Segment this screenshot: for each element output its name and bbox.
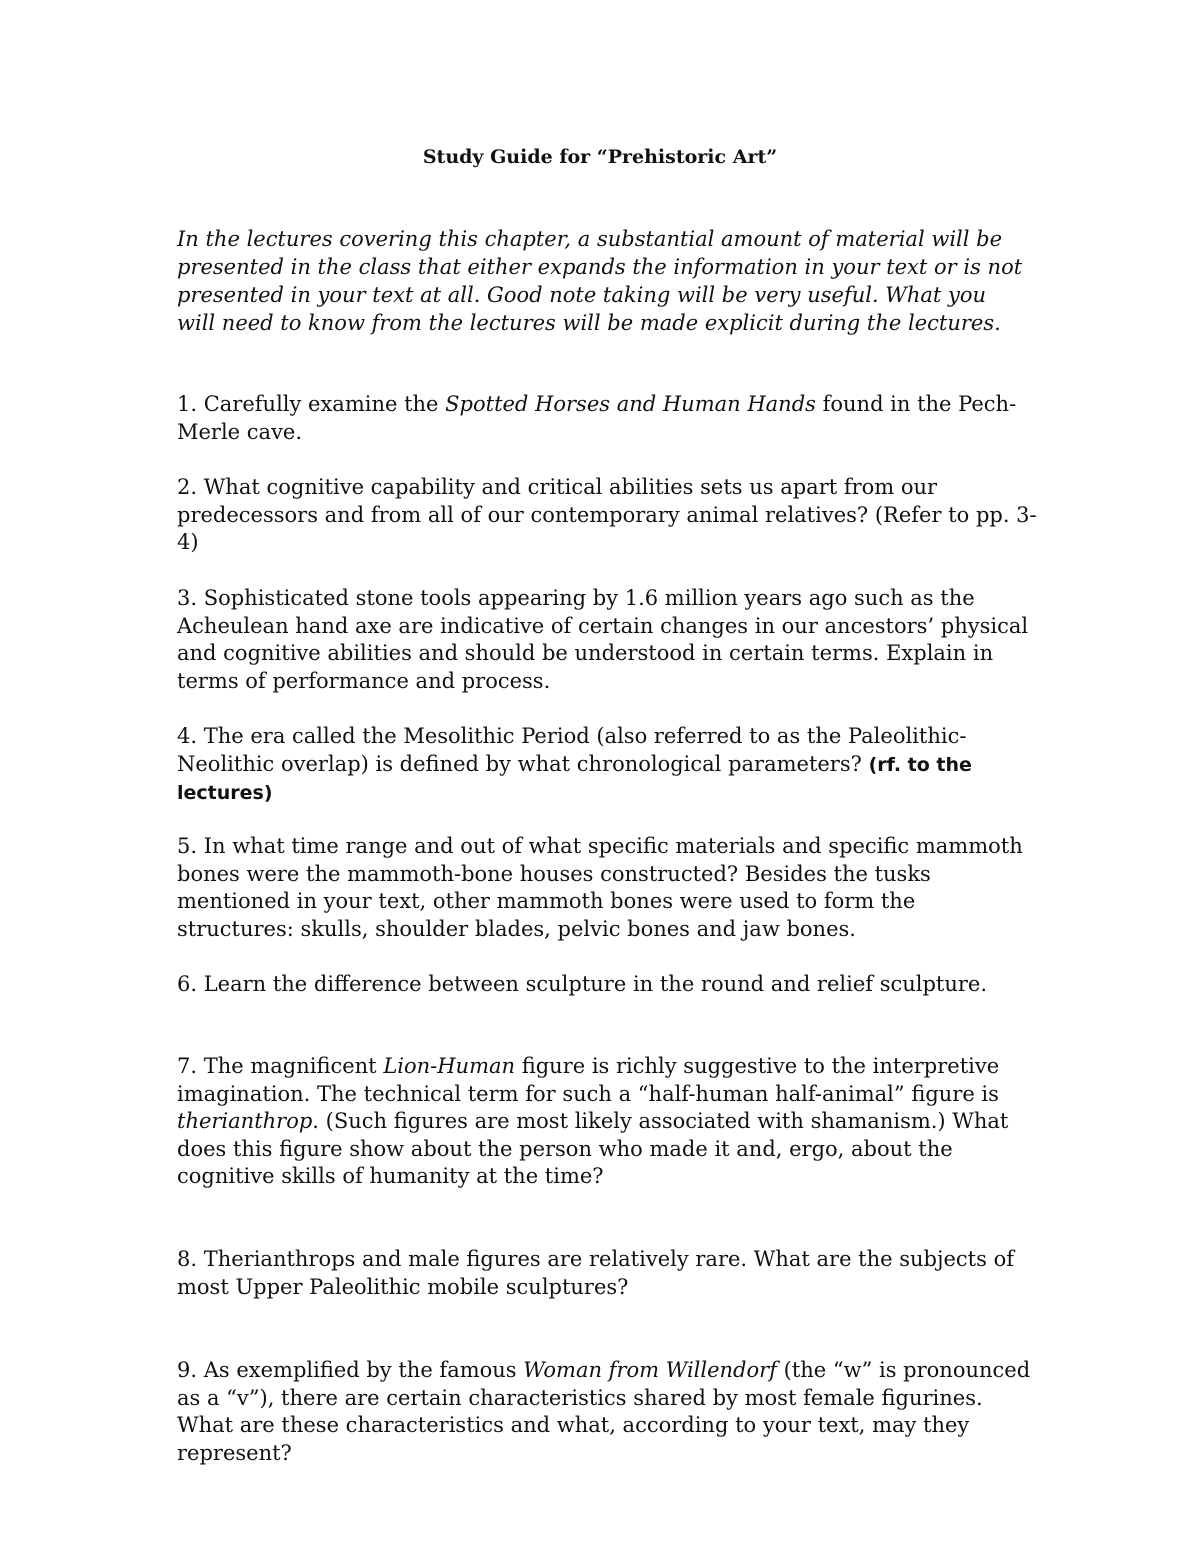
question-3 xyxy=(177,585,1037,695)
question-7-text-c: figure is richly suggestive to the interpretive imagination. The technical term for such a “half-human half-animal” figure is xyxy=(177,1054,1000,1106)
question-7-text-a: 7. The magnificent xyxy=(177,1054,384,1078)
question-5-text: 5. In what time range and out of what specific materials and specific mammoth bones were the mammoth-bone houses constructed? Besides the tusks mentioned in your text, other mammoth bones were used to form the structures: skulls, shoulder blades, pelvic bones and jaw bones. xyxy=(177,834,1023,941)
question-6-text: 6. Learn the difference between sculpture in the round and relief sculpture. xyxy=(177,972,988,996)
question-4-lecture-note: (rf. to the lectures) xyxy=(177,753,972,804)
question-9-text-c: (the “w” is pronounced as a “v”), there are certain characteristics shared by most female figurines. What are these characteristics and what, according to your text, may they represent? xyxy=(177,1358,1031,1465)
question-9-artwork-title: Woman from Willendorf xyxy=(523,1358,777,1382)
question-7-artwork-title: Lion-Human xyxy=(383,1054,516,1078)
intro-paragraph: In the lectures covering this chapter, a substantial amount of material will be presented in the class that either expands the information in your text or is not presented in your text at all. Good note taking will be very useful. What you will need to know from the lectures will be made explicit during the lectures. xyxy=(177,227,1023,335)
question-9 xyxy=(177,1357,1037,1467)
question-4 xyxy=(177,723,1037,808)
question-9-text-a: 9. As exemplified by the famous xyxy=(177,1358,524,1382)
question-6 xyxy=(177,971,1037,999)
question-1 xyxy=(177,391,1037,446)
question-4-text-a: 4. The era called the Mesolithic Period (also referred to as the Paleolithic-Neolithic overlap) is defined by what chronological parameters? xyxy=(177,724,967,776)
question-1-artwork-title: Spotted Horses and Human Hands xyxy=(445,392,816,416)
question-3-text: 3. Sophisticated stone tools appearing by 1.6 million years ago such as the Acheulean hand axe are indicative of certain changes in our ancestors’ physical and cognitive abilities and should be understood in certain terms. Explain in terms of performance and process. xyxy=(177,586,1029,693)
question-1-text-a: 1. Carefully examine the xyxy=(177,392,446,416)
question-5 xyxy=(177,833,1037,943)
question-8 xyxy=(177,1246,1037,1301)
question-7-term: therianthrop xyxy=(177,1109,313,1133)
question-2-text: 2. What cognitive capability and critical abilities sets us apart from our predecessors and from all of our contemporary animal relatives? (Refer to pp. 3-4) xyxy=(177,475,1037,554)
question-8-text: 8. Therianthrops and male figures are relatively rare. What are the subjects of most Upper Paleolithic mobile sculptures? xyxy=(177,1247,1014,1299)
question-7 xyxy=(177,1053,1037,1191)
question-2 xyxy=(177,474,1037,557)
document-title: Study Guide for “Prehistoric Art” xyxy=(422,146,778,168)
question-7-text-e: . (Such figures are most likely associated with shamanism.) What does this figure show about the person who made it and, ergo, about the cognitive skills of humanity at the time? xyxy=(177,1109,1009,1188)
question-1-text-c: found in the Pech-Merle cave. xyxy=(177,392,1017,444)
